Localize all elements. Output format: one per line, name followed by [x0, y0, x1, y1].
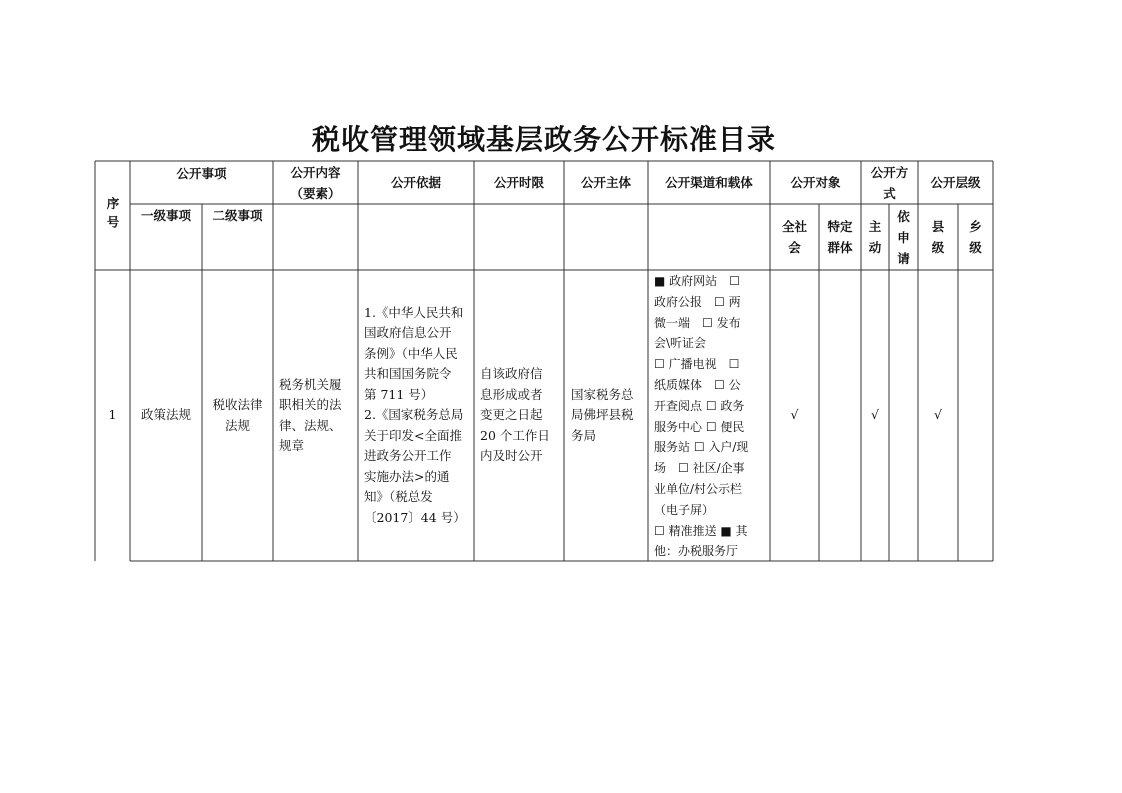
row-target-all-check: √: [790, 407, 799, 423]
header-level-county: [918, 204, 958, 270]
row-basis-line: 关于印发<全面推: [364, 427, 462, 443]
header-target-all-line2: 会: [788, 240, 801, 255]
header-public-matter: 公开事项: [176, 165, 227, 181]
channel-line: 业单位/村公示栏: [654, 481, 743, 496]
channel-line: ☐ 广播电视 ☐: [654, 357, 740, 372]
row-basis-line: 实施办法>的通: [364, 468, 450, 484]
channel-line: 场 ☐ 社区/企事: [654, 461, 745, 476]
header-content-line1: 公开内容: [290, 164, 341, 180]
row-method-active-check: √: [871, 407, 879, 423]
header-method-line1: 公开方: [870, 164, 909, 180]
header-basis: 公开依据: [390, 175, 441, 190]
row-time-limit-line: 内及时公开: [480, 448, 543, 464]
row-method-apply-check: [889, 270, 918, 561]
header-seq: [95, 161, 130, 270]
header-method-apply-line2: 申: [897, 229, 910, 245]
row-content-line: 规章: [279, 438, 305, 453]
row-basis-line: 第 711 号）: [364, 386, 434, 402]
row-basis-line: 条例》（中华人民: [364, 345, 458, 361]
header-level-county-line1: 县: [931, 219, 945, 234]
row-time-limit-line: 自该政府信: [480, 366, 543, 382]
row-time-limit: [480, 270, 564, 561]
row-content-line: 律、法规、: [279, 417, 342, 433]
row-content-line: 税务机关履: [279, 376, 342, 392]
header-level-town-line1: 乡: [969, 219, 982, 234]
header-target-specific: [819, 204, 861, 270]
header-target-all: [770, 204, 819, 270]
row-basis-line: 〔2017〕44 号）: [364, 509, 466, 525]
channel-line: 政府公报 ☐ 两: [654, 294, 741, 309]
header-level1-matter: 一级事项: [140, 207, 191, 223]
channel-line: 服务中心 ☐ 便民: [654, 419, 745, 434]
row-subject: [571, 270, 648, 561]
header-level-town: [958, 204, 993, 270]
header-target-specific-line1: 特定: [827, 219, 853, 234]
row-level2-line1: 税收法律: [212, 397, 263, 412]
header-target-all-line1: 全社: [781, 219, 807, 234]
row-level2-matter: [202, 270, 273, 561]
header-method-apply-line1: 依: [897, 208, 910, 224]
header-level-county-line2: 级: [931, 240, 945, 255]
channel-line: 他：办税服务厅: [654, 544, 739, 559]
row-subject-line: 国家税务总: [571, 386, 634, 402]
row-basis: [364, 270, 474, 561]
row-subject-line: 务局: [571, 427, 597, 443]
row-basis-line: 知》（税总发: [364, 489, 433, 505]
header-channel: 公开渠道和载体: [665, 175, 753, 190]
header-method-apply: [889, 204, 918, 270]
channel-line: （电子屏）: [654, 502, 715, 517]
row-level1-matter: 政策法规: [140, 407, 191, 423]
row-basis-line: 2.《国家税务总局: [364, 407, 464, 423]
header-method-line2: 式: [883, 185, 896, 201]
row-basis-line: 国政府信息公开: [364, 325, 452, 341]
row-level-town-check: [958, 270, 993, 561]
channel-line: ■ 政府网站 ☐: [654, 274, 740, 288]
header-target: 公开对象: [790, 175, 841, 190]
row-basis-line: 共和国国务院令: [364, 366, 452, 382]
channel-line: 纸质媒体 ☐ 公: [654, 377, 741, 392]
header-target-specific-line2: 群体: [827, 240, 853, 255]
header-level-town-line2: 级: [969, 240, 982, 255]
channel-line: 服务站 ☐ 入户/现: [654, 440, 749, 455]
header-method: [861, 161, 918, 204]
channel-line: 微一端 ☐ 发布: [654, 315, 741, 330]
header-level2-matter: 二级事项: [212, 207, 263, 223]
header-method-active: [861, 204, 889, 270]
row-basis-line: 进政务公开工作: [364, 448, 452, 464]
row-time-limit-line: 变更之日起: [480, 407, 543, 423]
document-title: 税收管理领域基层政务公开标准目录: [311, 123, 776, 156]
row-channels: [654, 271, 766, 562]
header-content: [273, 161, 358, 204]
header-seq-label: 序号: [105, 197, 120, 234]
row-seq: 1: [108, 407, 117, 423]
header-content-line2: （要素）: [290, 185, 341, 201]
channel-line: 会\听证会: [654, 336, 707, 351]
row-time-limit-line: 20 个工作日: [480, 427, 550, 443]
row-subject-line: 局佛坪县税: [571, 407, 634, 423]
row-content: [279, 270, 357, 561]
header-method-active-line2: 动: [868, 240, 882, 255]
row-level-county-check: √: [934, 407, 942, 423]
header-level: 公开层级: [930, 175, 981, 190]
row-time-limit-line: 息形成或者: [480, 386, 543, 402]
row-level2-line2: 法规: [224, 417, 250, 433]
row-target-specific-check: [819, 270, 861, 561]
row-content-line: 职相关的法: [279, 397, 342, 412]
header-method-apply-line3: 请: [897, 250, 910, 266]
row-basis-line: 1.《中华人民共和: [364, 304, 464, 320]
channel-line: 开查阅点 ☐ 政务: [654, 398, 745, 413]
header-method-active-line1: 主: [868, 219, 882, 234]
header-subject: 公开主体: [580, 175, 631, 190]
header-time-limit: 公开时限: [493, 175, 544, 190]
channel-line: ☐ 精准推送 ■ 其: [654, 523, 748, 538]
